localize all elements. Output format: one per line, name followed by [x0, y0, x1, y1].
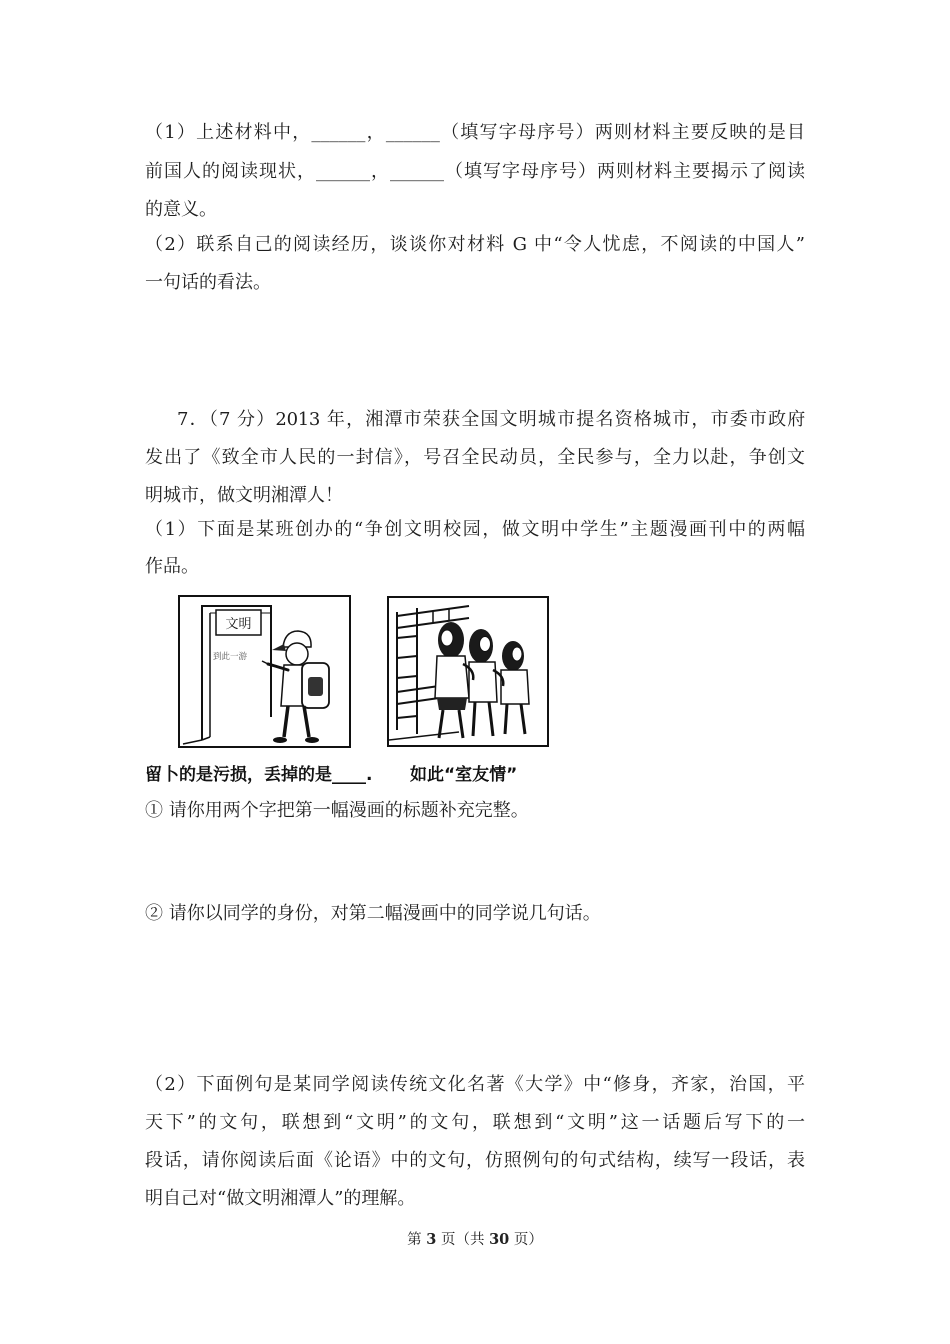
- comic-roommates-drawing: [389, 598, 547, 745]
- ladder-rung: [397, 716, 417, 718]
- task-2-text: ② 请你以同学的身份，对第二幅漫画中的同学说几句话。: [145, 903, 601, 924]
- q6-part2-paragraph: [145, 226, 805, 302]
- legs: [473, 702, 493, 736]
- face: [512, 647, 522, 661]
- floor-line: [389, 732, 459, 740]
- ladder-rung: [397, 656, 417, 658]
- task-1: [145, 792, 529, 830]
- student-figure: [262, 631, 329, 743]
- q6-part1-line: 前国人的阅读现状，______，______（填写字母序号）两则材料主要揭示了阅读: [145, 160, 805, 182]
- page-footer: [0, 1230, 950, 1250]
- q6-part1-line: （1）上述材料中，______，______（填写字母序号）两则材料主要反映的是目: [145, 122, 805, 143]
- q7-intro-line: 发出了《致全市人民的一封信》，号召全民动员，全民参与，全力以赴，争创文: [145, 447, 805, 468]
- cap-brim: [272, 644, 286, 651]
- comic-roommates-caption: 如此“室友情”: [410, 765, 518, 785]
- q7-intro-line: 明城市，做文明湘潭人！: [145, 485, 343, 506]
- skirt: [437, 698, 467, 710]
- comic-roommates-image: [387, 596, 549, 747]
- civilization-sign: [216, 610, 261, 635]
- task-2: [145, 895, 601, 933]
- shirt: [501, 670, 529, 704]
- floor-line: [183, 740, 202, 744]
- graffiti-text: 到此一游: [213, 652, 248, 662]
- q7-part1-line: （1）下面是某班创办的“争创文明校园，做文明中学生”主题漫画刊中的两幅: [145, 519, 805, 540]
- backpack-pocket: [308, 677, 323, 696]
- shirt: [435, 656, 469, 698]
- left-shoe: [273, 737, 287, 743]
- shirt: [469, 662, 497, 702]
- q6-part2-line: 一句话的看法。: [145, 272, 271, 293]
- sign-text: 文明: [225, 617, 252, 632]
- face: [441, 630, 453, 646]
- q7-part2-paragraph: [145, 1066, 805, 1218]
- legs: [284, 706, 309, 737]
- roommate-figure-3: [501, 641, 529, 734]
- task-1-text: ① 请你用两个字把第一幅漫画的标题补充完整。: [145, 800, 529, 821]
- roommate-figure-1: [435, 622, 469, 738]
- comic-graffiti-drawing: [180, 597, 349, 746]
- footer-page-number: 3: [426, 1231, 437, 1248]
- q7-part1-line: 作品。: [145, 556, 199, 577]
- comic-graffiti-caption: 留卜的是污损，丢掉的是____.: [145, 765, 373, 785]
- footer-total-pages: 30: [489, 1231, 510, 1248]
- face: [480, 637, 491, 652]
- q7-part1-paragraph: [145, 511, 805, 585]
- q7-intro-line: 7．（7 分）2013 年，湘潭市荣获全国文明城市提名资格城市，市委市政府: [177, 409, 805, 430]
- q6-part2-line: （2）联系自己的阅读经历，谈谈你对材料 G 中“令人忧虑，不阅读的中国人”: [145, 234, 805, 255]
- footer-prefix: 第: [407, 1232, 427, 1248]
- footer-suffix: 页）: [509, 1232, 543, 1248]
- q7-intro-paragraph: [145, 401, 805, 515]
- ladder-rung: [397, 636, 417, 638]
- head: [286, 643, 308, 665]
- q6-part1-line: 的意义。: [145, 199, 217, 220]
- q7-part2-line: 段话，请你阅读后面《论语》中的文句，仿照例句的句式结构，续写一段话，表: [145, 1150, 805, 1171]
- pen: [262, 661, 268, 664]
- comic-graffiti-image: [178, 595, 351, 748]
- q7-part2-line: 明自己对“做文明湘潭人”的理解。: [145, 1188, 416, 1209]
- right-shoe: [305, 737, 319, 743]
- ladder-rung: [397, 676, 417, 678]
- q7-part2-line: 天下”的文句，联想到“文明”的文句，联想到“文明”这一话题后写下的一: [145, 1112, 805, 1133]
- q7-part2-line: （2）下面例句是某同学阅读传统文化名著《大学》中“修身，齐家，治国，平: [145, 1074, 805, 1095]
- roommate-figure-2: [469, 629, 497, 736]
- legs: [505, 704, 525, 734]
- footer-middle: 页（共: [436, 1232, 490, 1248]
- q6-part1-paragraph: [145, 114, 805, 230]
- door-bottom-edge: [202, 737, 210, 740]
